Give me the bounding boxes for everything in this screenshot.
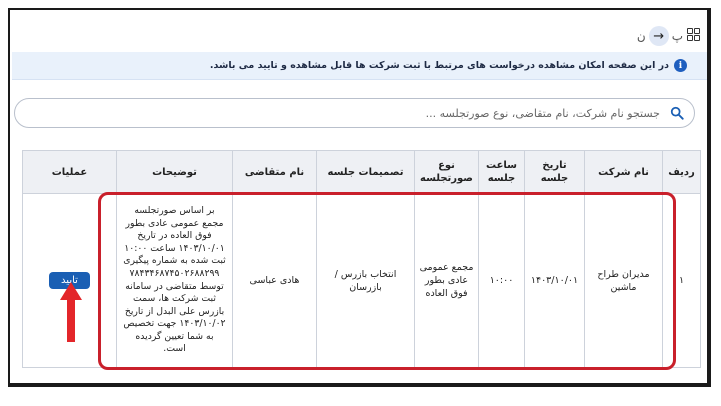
app-frame — [8, 8, 711, 387]
nav-left-label: ن — [636, 29, 646, 43]
table-header-row — [23, 151, 701, 194]
cell-description: بر اساس صورتجلسه مجمع عمومی عادی بطور فوق العاده در تاریخ ۱۴۰۳/۱۰/۰۱ ساعت ۱۰:۰۰ ثبت شده به شماره پیگیری ۷۸۴۳۴۶۸۷۴۵۰۲۶۸۸۲۹۹ توسط متقاضی در سامانه ثبت شرکت ها، سمت بازرس علی البدل از تاریخ ۱۴۰۳/۱۰/۰۲ جهت تخصیص به شما تعیین گردیده است. — [117, 194, 233, 368]
header-date: تاریخ جلسه — [525, 151, 585, 194]
cell-date: ۱۴۰۳/۱۰/۰۱ — [525, 194, 585, 368]
header-time: ساعت جلسه — [479, 151, 525, 194]
requests-table — [22, 150, 701, 368]
info-text: در این صفحه امکان مشاهده درخواست های مرتبط با ثبت شرکت ها قابل مشاهده و تایید می باشد. — [209, 60, 669, 71]
cell-applicant: هادی عباسی — [233, 194, 317, 368]
confirm-button[interactable]: تایید — [49, 272, 90, 289]
cell-time: ۱۰:۰۰ — [479, 194, 525, 368]
info-icon: i — [674, 59, 687, 72]
cell-type: مجمع عمومی عادی بطور فوق العاده — [415, 194, 479, 368]
cell-company: مدیران طراح ماشین — [585, 194, 663, 368]
search-icon[interactable] — [670, 106, 684, 120]
arrow-right-icon[interactable]: → — [649, 26, 669, 46]
search-box[interactable] — [14, 98, 695, 128]
header-description: توضیحات — [117, 151, 233, 194]
header-company: نام شرکت — [585, 151, 663, 194]
info-banner — [12, 52, 707, 80]
header-decision: تصمیمات جلسه — [317, 151, 415, 194]
grid-icon[interactable] — [687, 28, 699, 40]
nav-switch[interactable] — [637, 26, 683, 46]
table-row — [23, 194, 701, 368]
top-bar — [10, 10, 707, 54]
search-input[interactable] — [15, 106, 662, 121]
header-actions: عملیات — [23, 151, 117, 194]
header-row-number: ردیف — [663, 151, 701, 194]
header-type: نوع صورتجلسه — [415, 151, 479, 194]
nav-right-label: پ — [671, 29, 683, 43]
cell-row-number: ۱ — [663, 194, 701, 368]
arrow-up-icon — [60, 282, 82, 342]
cell-decision: انتخاب بازرس / بازرسان — [317, 194, 415, 368]
header-applicant: نام متقاضی — [233, 151, 317, 194]
